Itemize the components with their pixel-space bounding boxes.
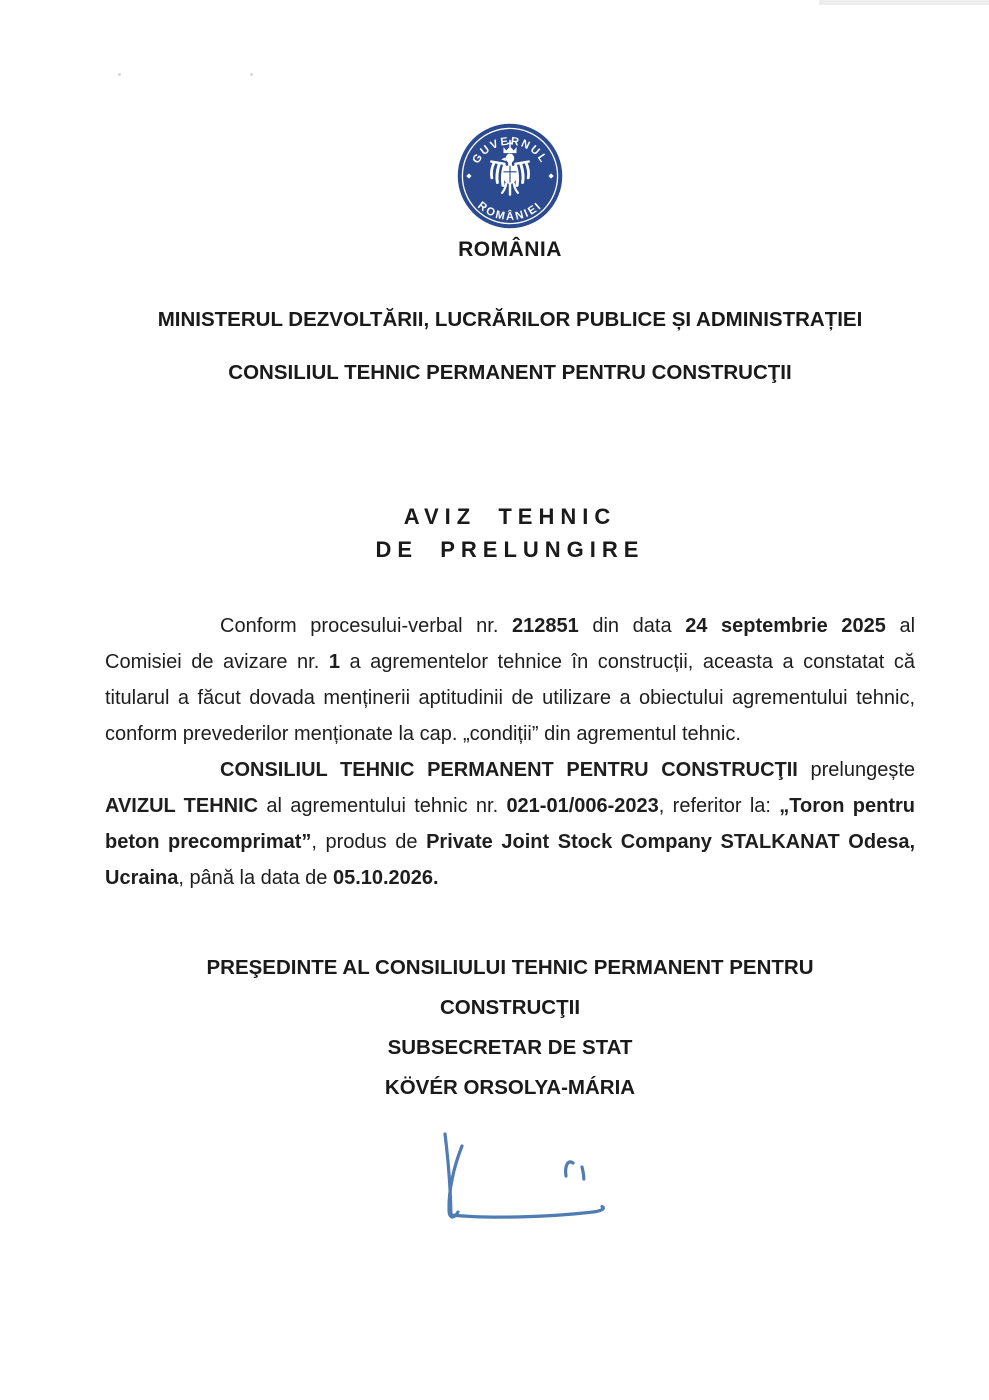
seal-ring-text-bottom: ROMÂNIEI: [475, 199, 545, 223]
ministry-heading: MINISTERUL DEZVOLTĂRII, LUCRĂRILOR PUBLICE ȘI ADMINISTRAȚIEI: [157, 308, 863, 331]
signatory-name: KÖVÉR ORSOLYA-MÁRIA: [384, 1076, 636, 1099]
council-heading: CONSILIUL TEHNIC PERMANENT PENTRU CONSTRUCŢII: [228, 361, 792, 384]
body-paragraph: CONSILIUL TEHNIC PERMANENT PENTRU CONSTRUCŢII prelungește AVIZUL TEHNIC al agrementului tehnic nr. 021-01/006-2023, referitor la: „Toron pentru beton precomprimat”, produs de Private Joint Stock Company STALKANAT Odesa, Ucraina, până la data de 05.10.2026.: [105, 759, 916, 889]
signature-area: [435, 1124, 915, 1239]
seal-ring-text-top: GUVERNUL: [470, 135, 550, 167]
document-title: [105, 500, 915, 566]
signatory-role-line3: SUBSECRETAR DE STAT: [387, 1036, 633, 1059]
seal-block: [105, 120, 915, 262]
scan-artifact-dot: [250, 73, 253, 76]
signatory-role-line1: PREŞEDINTE AL CONSILIULUI TEHNIC PERMANENT PENTRU: [206, 956, 814, 979]
body-paragraph: Conform procesului-verbal nr. 212851 din data 24 septembrie 2025 al Comisiei de avizare nr. 1 a agrementelor tehnice în construcții, aceasta a constatat că titularul a făcut dovada menținerii aptitudinii de utilizare a obiectului agrementului tehnic, conform prevederilor menționate la cap. „condiții” din agrementul tehnic.: [105, 615, 916, 745]
signatory-block: [105, 948, 915, 1108]
country-label: ROMÂNIA: [458, 238, 562, 261]
scan-artifact-strip: [819, 0, 989, 5]
document-body: [105, 608, 915, 896]
document-title-line1: AVIZ TEHNIC: [403, 504, 617, 529]
scan-artifact-dot: [118, 73, 121, 76]
document-title-line2: DE PRELUNGIRE: [375, 537, 645, 562]
signatory-role-line2: CONSTRUCŢII: [439, 996, 581, 1019]
handwritten-signature: [435, 1124, 620, 1234]
government-seal-icon: [454, 120, 566, 232]
